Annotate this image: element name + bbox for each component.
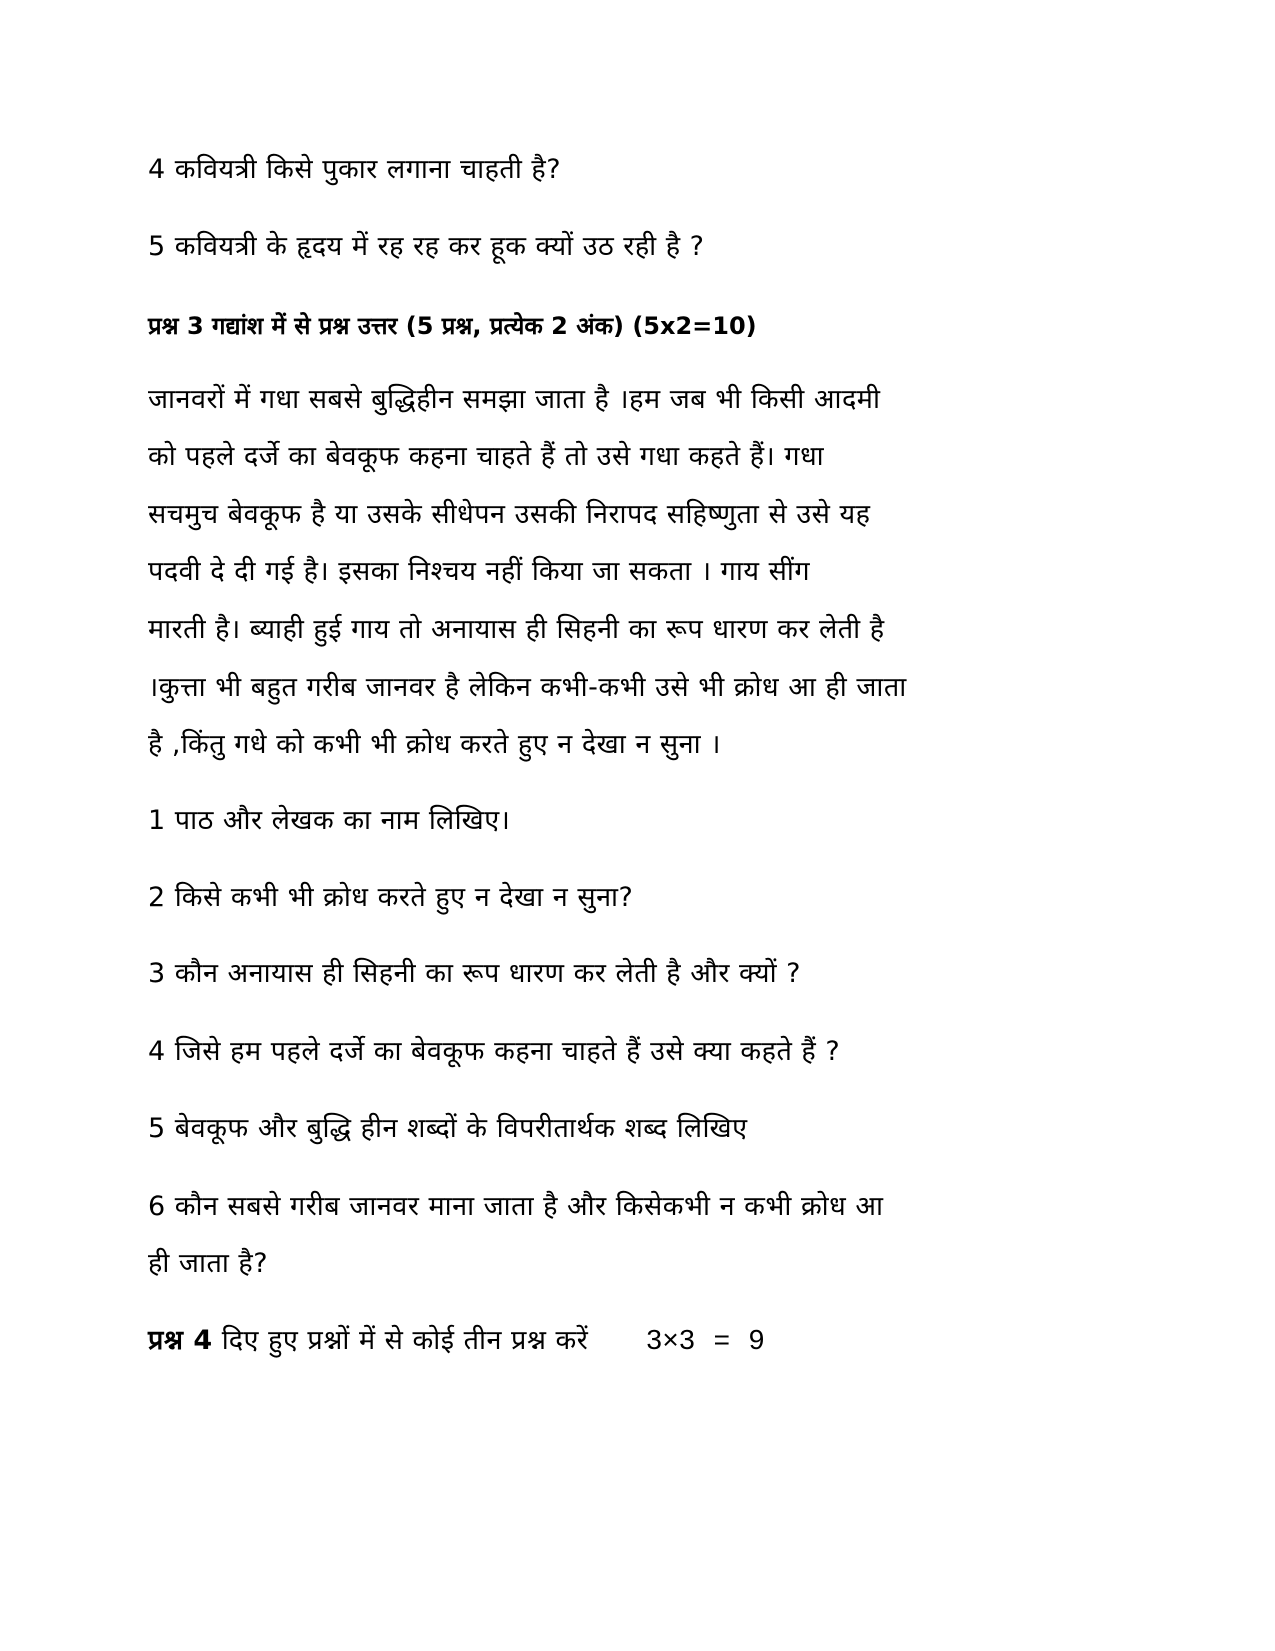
question-4-marks: 3×3 = 9 [646,1324,765,1355]
question-3-4: 4 जिसे हम पहले दर्जे का बेवकूफ कहना चाहते हैं उसे क्या कहते हैं ? [148,1036,841,1067]
question-4-instruction: दिए हुए प्रश्नों में से कोई तीन प्रश्न करें [212,1325,589,1356]
passage-line: मारती है। ब्याही हुई गाय तो अनायास ही सिहनी का रूप धारण कर लेती है [148,614,885,645]
question-3-3: 3 कौन अनायास ही सिहनी का रूप धारण कर लेती है और क्यों ? [148,958,801,989]
question-2-4: 4 कवियत्री किसे पुकार लगाना चाहती है? [148,154,562,185]
passage-line: ।कुत्ता भी बहुत गरीब जानवर है लेकिन कभी-कभी उसे भी क्रोध आ ही जाता [148,672,907,703]
question-3-5: 5 बेवकूफ और बुद्धि हीन शब्दों के विपरीतार्थक शब्द लिखिए [148,1113,748,1144]
question-2-5: 5 कवियत्री के हृदय में रह रह कर हूक क्यों उठ रही है ? [148,231,705,262]
passage-line: पदवी दे दी गई है। इसका निश्चय नहीं किया जा सकता । गाय सींग [148,556,811,587]
passage-line: जानवरों में गधा सबसे बुद्धिहीन समझा जाता है ।हम जब भी किसी आदमी [148,384,881,415]
passage-line: है ,किंतु गधे को कभी भी क्रोध करते हुए न देखा न सुना । [148,729,721,760]
question-4-line [148,1322,765,1359]
question-3-2: 2 किसे कभी भी क्रोध करते हुए न देखा न सुना? [148,882,634,913]
question-3-6-line-2: ही जाता है? [148,1248,269,1279]
question-4-label: प्रश्न 4 [148,1325,213,1356]
passage-line: को पहले दर्जे का बेवकूफ कहना चाहते हैं तो उसे गधा कहते हैं। गधा [148,441,825,472]
passage-line: सचमुच बेवकूफ है या उसके सीधेपन उसकी निरापद सहिष्णुता से उसे यह [148,499,871,530]
question-3-6-line-1: 6 कौन सबसे गरीब जानवर माना जाता है और किसेकभी न कभी क्रोध आ [148,1191,884,1222]
question-3-heading: प्रश्न 3 गद्यांश में से प्रश्न उत्तर (5 प्रश्न, प्रत्येक 2 अंक) (5x2=10) [148,312,757,340]
question-3-1: 1 पाठ और लेखक का नाम लिखिए। [148,805,511,836]
